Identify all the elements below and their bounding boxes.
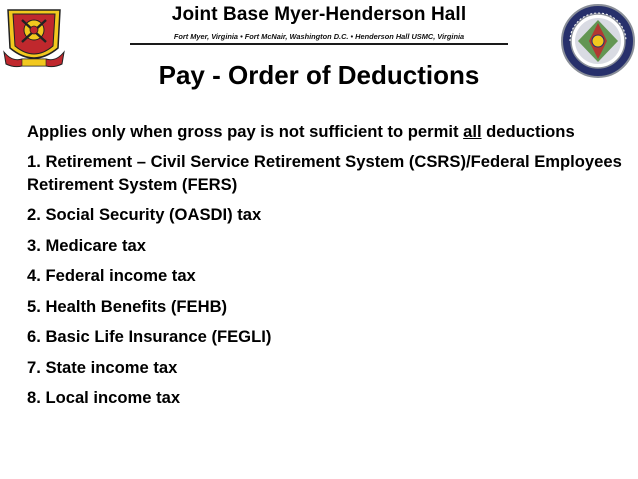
slide-header [0,0,638,42]
organization-title: Joint Base Myer-Henderson Hall [171,4,467,25]
slide-title: Pay - Order of Deductions [158,60,480,90]
deductions-content [27,120,627,417]
deduction-item-4: 4. Federal income tax [27,266,196,285]
intro-text-emphasis: all [463,122,482,141]
deduction-item-2: 2. Social Security (OASDI) tax [27,205,262,224]
intro-text-end: deductions [481,122,575,141]
deduction-item-1: 1. Retirement – Civil Service Retirement System (CSRS)/Federal Employees Retirement System (FERS) [27,152,622,194]
deduction-item-7: 7. State income tax [27,357,178,377]
deduction-item-3: 3. Medicare tax [27,235,146,255]
deduction-item-6: 6. Basic Life Insurance (FEGLI) [27,327,272,346]
intro-text-start: Applies only when gross pay is not sufficient to permit [27,122,464,141]
intro-paragraph [27,120,627,143]
deduction-item-8: 8. Local income tax [27,388,181,407]
header-divider [130,43,508,45]
deduction-item-5: 5. Health Benefits (FEHB) [27,296,228,316]
organization-subtitle: Fort Myer, Virginia • Fort McNair, Washington D.C. • Henderson Hall USMC, Virginia [173,32,465,41]
